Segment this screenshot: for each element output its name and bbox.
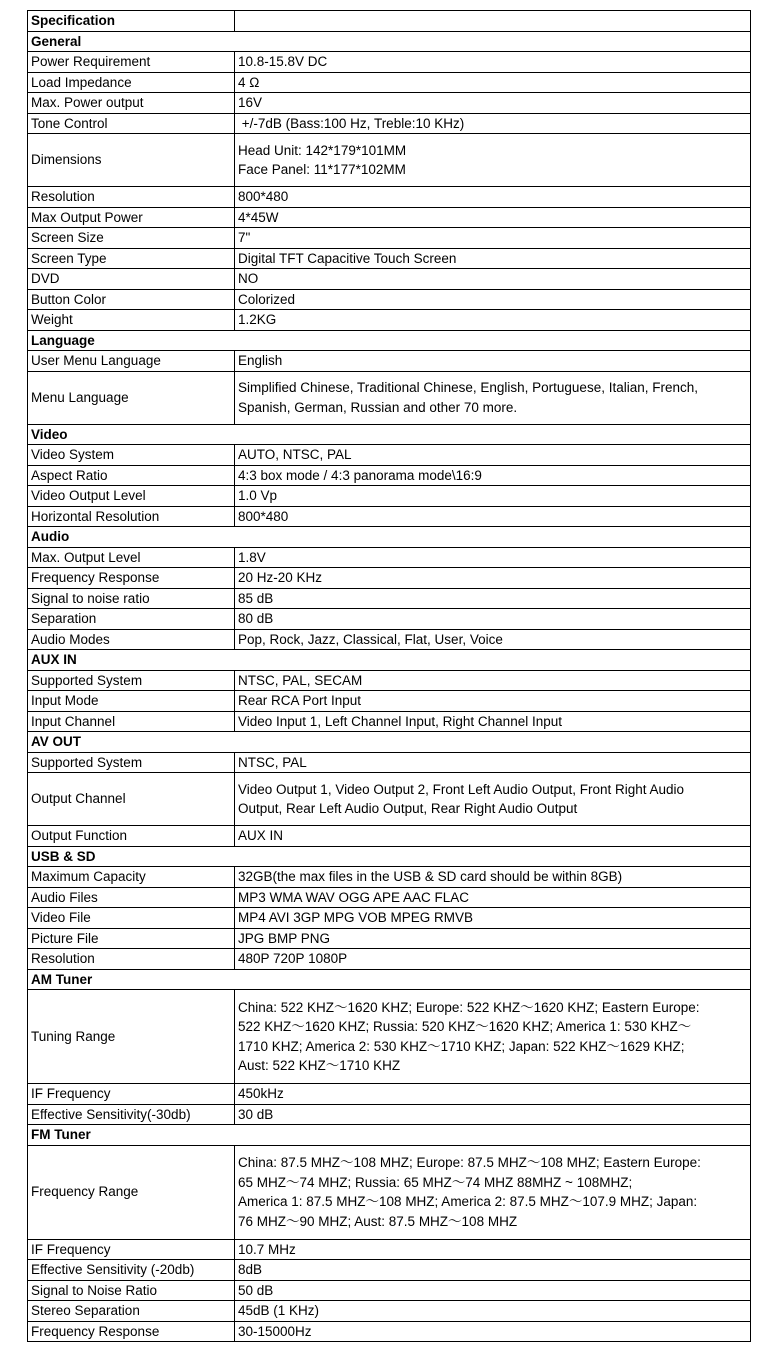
spec-value: Video Input 1, Left Channel Input, Right Channel Input: [235, 711, 751, 732]
spec-label: IF Frequency: [28, 1239, 235, 1260]
spec-value: 4*45W: [235, 207, 751, 228]
spec-value-line: Aust: 522 KHZ～1710 KHZ: [238, 1058, 401, 1073]
table-row: [28, 134, 751, 187]
table-row: [28, 207, 751, 228]
spec-label: Audio Files: [28, 887, 235, 908]
spec-label: Input Channel: [28, 711, 235, 732]
spec-label: Video File: [28, 908, 235, 929]
spec-label: Signal to Noise Ratio: [28, 1280, 235, 1301]
spec-label: Frequency Range: [28, 1145, 235, 1239]
section-title: Language: [28, 330, 751, 351]
spec-value: NTSC, PAL: [235, 752, 751, 773]
spec-label: Output Channel: [28, 773, 235, 826]
table-row: [28, 506, 751, 527]
table-title-spacer: [235, 11, 751, 32]
table-row: [28, 486, 751, 507]
spec-label: User Menu Language: [28, 351, 235, 372]
spec-value: 80 dB: [235, 609, 751, 630]
spec-label: Separation: [28, 609, 235, 630]
section-header-video: [28, 424, 751, 445]
spec-value: 8dB: [235, 1260, 751, 1281]
spec-value: Pop, Rock, Jazz, Classical, Flat, User, Voice: [235, 629, 751, 650]
spec-value: 20 Hz-20 KHz: [235, 568, 751, 589]
spec-value: 1.0 Vp: [235, 486, 751, 507]
spec-value-line: Face Panel: 11*177*102MM: [238, 162, 406, 177]
section-title: AUX IN: [28, 650, 751, 671]
table-row: [28, 588, 751, 609]
section-title: Video: [28, 424, 751, 445]
spec-value: 10.7 MHz: [235, 1239, 751, 1260]
table-row: [28, 269, 751, 290]
spec-value: +/-7dB (Bass:100 Hz, Treble:10 KHz): [235, 113, 751, 134]
specification-table-body: [28, 11, 751, 1342]
table-row: [28, 928, 751, 949]
table-row: [28, 1301, 751, 1322]
spec-value-line: Simplified Chinese, Traditional Chinese, English, Portuguese, Italian, French,: [238, 380, 698, 395]
section-title: Audio: [28, 527, 751, 548]
section-header-aux-in: [28, 650, 751, 671]
section-header-usb-sd: [28, 846, 751, 867]
spec-label: Power Requirement: [28, 52, 235, 73]
table-row: [28, 691, 751, 712]
spec-value: 85 dB: [235, 588, 751, 609]
spec-label: Supported System: [28, 670, 235, 691]
spec-label: Effective Sensitivity(-30db): [28, 1104, 235, 1125]
spec-value: English: [235, 351, 751, 372]
table-row: [28, 1239, 751, 1260]
section-title: FM Tuner: [28, 1125, 751, 1146]
table-row: [28, 773, 751, 826]
spec-value: 480P 720P 1080P: [235, 949, 751, 970]
spec-value: 4 Ω: [235, 72, 751, 93]
spec-label: DVD: [28, 269, 235, 290]
table-row: [28, 752, 751, 773]
spec-label: Menu Language: [28, 371, 235, 424]
spec-value: 30-15000Hz: [235, 1321, 751, 1342]
spec-value-line: Spanish, German, Russian and other 70 more.: [238, 399, 518, 415]
spec-label: Signal to noise ratio: [28, 588, 235, 609]
table-title-row: [28, 11, 751, 32]
spec-value: 800*480: [235, 506, 751, 527]
table-row: [28, 465, 751, 486]
table-row: [28, 1104, 751, 1125]
table-row: [28, 629, 751, 650]
section-header-language: [28, 330, 751, 351]
spec-value: JPG BMP PNG: [235, 928, 751, 949]
spec-value-line: 65 MHZ～74 MHZ; Russia: 65 MHZ～74 MHZ 88MHZ ~ 108MHZ;: [238, 1174, 633, 1190]
spec-label: Output Function: [28, 826, 235, 847]
spec-value: [235, 1145, 751, 1239]
table-row: [28, 113, 751, 134]
spec-value: MP4 AVI 3GP MPG VOB MPEG RMVB: [235, 908, 751, 929]
spec-value: 1.8V: [235, 547, 751, 568]
spec-label: Screen Size: [28, 228, 235, 249]
spec-value-line: China: 87.5 MHZ～108 MHZ; Europe: 87.5 MHZ～108 MHZ; Eastern Europe:: [238, 1155, 701, 1170]
section-title: General: [28, 31, 751, 52]
table-row: [28, 445, 751, 466]
spec-value: 4:3 box mode / 4:3 panorama mode\16:9: [235, 465, 751, 486]
table-row: [28, 72, 751, 93]
table-row: [28, 1280, 751, 1301]
table-row: [28, 887, 751, 908]
spec-label: Button Color: [28, 289, 235, 310]
spec-value: 32GB(the max files in the USB & SD card should be within 8GB): [235, 867, 751, 888]
table-row: [28, 248, 751, 269]
spec-label: Effective Sensitivity (-20db): [28, 1260, 235, 1281]
spec-value: [235, 990, 751, 1084]
section-header-audio: [28, 527, 751, 548]
section-header-am-tuner: [28, 969, 751, 990]
table-row: [28, 371, 751, 424]
table-row: [28, 1084, 751, 1105]
table-row: [28, 1145, 751, 1239]
spec-label: Stereo Separation: [28, 1301, 235, 1322]
table-row: [28, 351, 751, 372]
spec-value-line: Head Unit: 142*179*101MM: [238, 142, 407, 158]
spec-label: Dimensions: [28, 134, 235, 187]
table-row: [28, 93, 751, 114]
table-row: [28, 949, 751, 970]
table-row: [28, 547, 751, 568]
table-row: [28, 670, 751, 691]
spec-value: AUX IN: [235, 826, 751, 847]
table-row: [28, 1260, 751, 1281]
table-row: [28, 908, 751, 929]
spec-value: 450kHz: [235, 1084, 751, 1105]
table-row: [28, 990, 751, 1084]
spec-value-line: Video Output 1, Video Output 2, Front Left Audio Output, Front Right Audio: [238, 781, 685, 797]
section-header-av-out: [28, 732, 751, 753]
spec-label: Video System: [28, 445, 235, 466]
spec-label: Tuning Range: [28, 990, 235, 1084]
spec-value-line: Output, Rear Left Audio Output, Rear Right Audio Output: [238, 801, 578, 816]
spec-label: Horizontal Resolution: [28, 506, 235, 527]
spec-label: Video Output Level: [28, 486, 235, 507]
spec-value: MP3 WMA WAV OGG APE AAC FLAC: [235, 887, 751, 908]
spec-label: Aspect Ratio: [28, 465, 235, 486]
spec-label: Maximum Capacity: [28, 867, 235, 888]
section-title: USB & SD: [28, 846, 751, 867]
spec-value: Colorized: [235, 289, 751, 310]
spec-value: 1.2KG: [235, 310, 751, 331]
spec-value: 50 dB: [235, 1280, 751, 1301]
spec-label: Frequency Response: [28, 1321, 235, 1342]
table-row: [28, 609, 751, 630]
spec-value-line: 1710 KHZ; America 2: 530 KHZ～1710 KHZ; Japan: 522 KHZ～1629 KHZ;: [238, 1038, 685, 1054]
spec-value: 16V: [235, 93, 751, 114]
spec-label: Frequency Response: [28, 568, 235, 589]
spec-value: 800*480: [235, 187, 751, 208]
spec-value: 45dB (1 KHz): [235, 1301, 751, 1322]
spec-value: 10.8-15.8V DC: [235, 52, 751, 73]
spec-value: Digital TFT Capacitive Touch Screen: [235, 248, 751, 269]
spec-label: Picture File: [28, 928, 235, 949]
spec-label: Audio Modes: [28, 629, 235, 650]
spec-value: Rear RCA Port Input: [235, 691, 751, 712]
spec-label: Weight: [28, 310, 235, 331]
spec-label: Max. Output Level: [28, 547, 235, 568]
spec-value: [235, 134, 751, 187]
spec-value-line: America 1: 87.5 MHZ～108 MHZ; America 2: 87.5 MHZ～107.9 MHZ; Japan:: [238, 1194, 698, 1209]
table-row: [28, 1321, 751, 1342]
section-title: AM Tuner: [28, 969, 751, 990]
spec-label: Max. Power output: [28, 93, 235, 114]
spec-label: Load Impedance: [28, 72, 235, 93]
table-row: [28, 568, 751, 589]
spec-label: Tone Control: [28, 113, 235, 134]
table-title: Specification: [28, 11, 235, 32]
spec-label: Resolution: [28, 187, 235, 208]
table-row: [28, 187, 751, 208]
table-row: [28, 826, 751, 847]
spec-value-line: 76 MHZ～90 MHZ; Aust: 87.5 MHZ～108 MHZ: [238, 1213, 518, 1229]
table-row: [28, 310, 751, 331]
spec-label: Screen Type: [28, 248, 235, 269]
spec-value: [235, 371, 751, 424]
spec-value: NTSC, PAL, SECAM: [235, 670, 751, 691]
spec-value: [235, 773, 751, 826]
section-header-fm-tuner: [28, 1125, 751, 1146]
spec-value: 7": [235, 228, 751, 249]
spec-label: IF Frequency: [28, 1084, 235, 1105]
spec-label: Input Mode: [28, 691, 235, 712]
spec-value-line: China: 522 KHZ～1620 KHZ; Europe: 522 KHZ～1620 KHZ; Eastern Europe:: [238, 999, 700, 1015]
specification-table: [27, 10, 751, 1342]
table-row: [28, 289, 751, 310]
spec-label: Resolution: [28, 949, 235, 970]
spec-value: AUTO, NTSC, PAL: [235, 445, 751, 466]
section-title: AV OUT: [28, 732, 751, 753]
table-row: [28, 867, 751, 888]
spec-label: Supported System: [28, 752, 235, 773]
spec-value-line: 522 KHZ～1620 KHZ; Russia: 520 KHZ～1620 KHZ; America 1: 530 KHZ～: [238, 1019, 692, 1034]
spec-label: Max Output Power: [28, 207, 235, 228]
table-row: [28, 228, 751, 249]
spec-value: NO: [235, 269, 751, 290]
table-row: [28, 711, 751, 732]
table-row: [28, 52, 751, 73]
section-header-general: [28, 31, 751, 52]
spec-value: 30 dB: [235, 1104, 751, 1125]
